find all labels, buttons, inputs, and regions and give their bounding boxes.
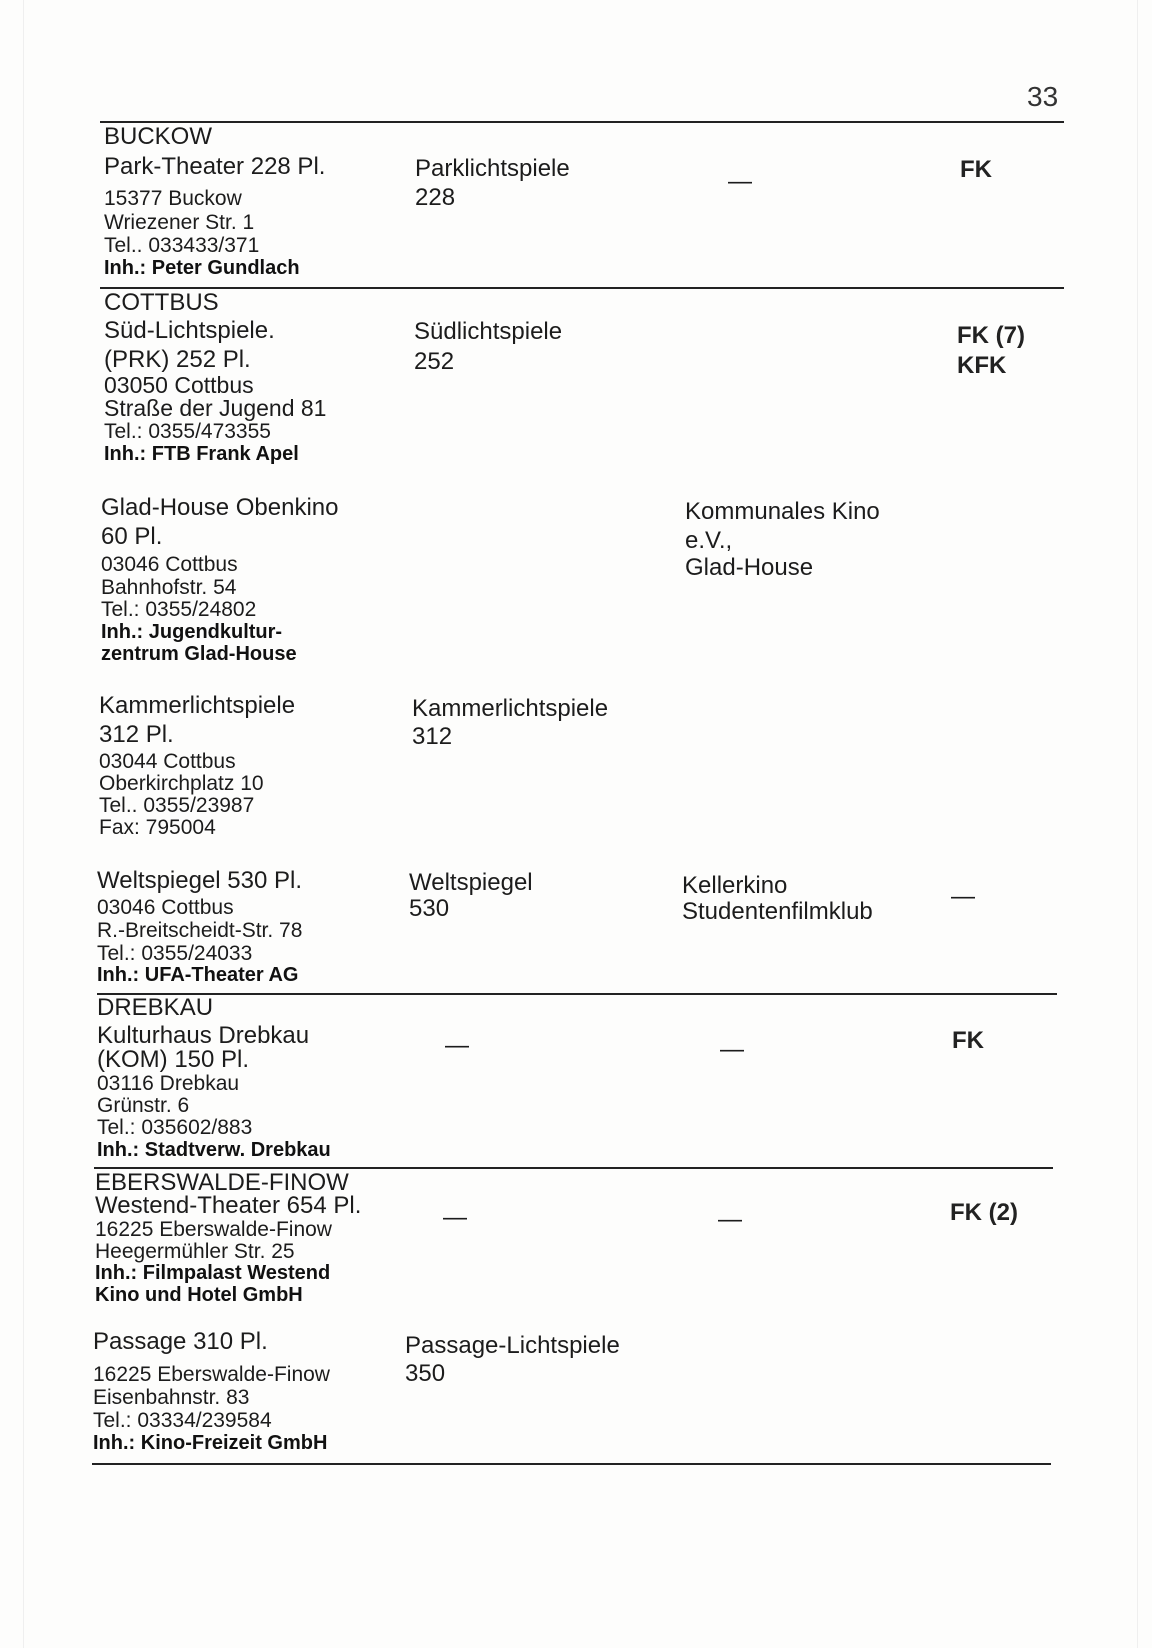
column-3-text: e.V., [685, 527, 733, 554]
owner-line: Inh.: UFA-Theater AG [97, 964, 299, 986]
owner-line: Inh.: Jugendkultur- [101, 621, 283, 643]
address-line: 03116 Drebkau [97, 1072, 240, 1095]
cinema-name: Park-Theater 228 Pl. [104, 153, 326, 180]
town-heading: DREBKAU [97, 994, 214, 1021]
address-line: Eisenbahnstr. 83 [93, 1386, 250, 1409]
column-3-text: Kommunales Kino [685, 498, 880, 525]
column-4-mark: FK [952, 1027, 984, 1054]
column-2-text: 228 [415, 184, 456, 211]
address-line: 03044 Cottbus [99, 750, 236, 773]
cinema-name: (PRK) 252 Pl. [104, 346, 251, 373]
cinema-name: Westend-Theater 654 Pl. [95, 1192, 362, 1219]
cinema-name: Kulturhaus Drebkau [97, 1022, 310, 1049]
cinema-name: Kammerlichtspiele [99, 692, 296, 719]
section-divider [92, 1463, 1051, 1465]
column-2-text: Passage-Lichtspiele [405, 1332, 620, 1359]
column-2-text: 312 [412, 723, 453, 750]
column-3-dash: — [728, 168, 752, 195]
scan-edge-left [23, 0, 24, 1648]
owner-line: zentrum Glad-House [101, 643, 297, 665]
address-line: Heegermühler Str. 25 [95, 1240, 295, 1263]
cinema-name: 60 Pl. [101, 523, 163, 550]
owner-line: Inh.: Stadtverw. Drebkau [97, 1139, 331, 1161]
section-divider [100, 287, 1064, 289]
column-4-dash: — [951, 883, 975, 910]
column-2-text: Südlichtspiele [414, 318, 563, 345]
phone-line: Tel.. 0355/23987 [99, 794, 255, 817]
page-number: 33 [1027, 81, 1059, 112]
cinema-name: Glad-House Obenkino [101, 494, 339, 521]
column-4-mark: KFK [957, 352, 1007, 379]
section-divider [97, 993, 1057, 995]
address-line: R.-Breitscheidt-Str. 78 [97, 919, 303, 942]
cinema-name: Süd-Lichtspiele. [104, 317, 275, 344]
cinema-name: Passage 310 Pl. [93, 1328, 268, 1355]
address-line: Wriezener Str. 1 [104, 211, 255, 234]
address-line: Grünstr. 6 [97, 1094, 190, 1117]
section-divider [100, 121, 1064, 123]
owner-line: Inh.: Kino-Freizeit GmbH [93, 1432, 328, 1454]
fax-line: Fax: 795004 [99, 816, 216, 839]
address-line: 03046 Cottbus [97, 896, 234, 919]
phone-line: Tel.. 033433/371 [104, 234, 260, 257]
address-line: Bahnhofstr. 54 [101, 576, 237, 599]
column-3-text: Kellerkino [682, 872, 788, 899]
column-4-mark: FK [960, 156, 992, 183]
owner-line: Kino und Hotel GmbH [95, 1284, 303, 1306]
column-4-mark: FK (7) [957, 322, 1025, 349]
cinema-name: 312 Pl. [99, 721, 174, 748]
scan-edge-right [1137, 0, 1138, 1648]
cinema-name: (KOM) 150 Pl. [97, 1046, 250, 1073]
phone-line: Tel.: 035602/883 [97, 1116, 253, 1139]
address-line: Oberkirchplatz 10 [99, 772, 264, 795]
phone-line: Tel.: 0355/24802 [101, 598, 257, 621]
address-line: 03050 Cottbus [104, 372, 254, 398]
column-2-text: Kammerlichtspiele [412, 695, 609, 722]
column-2-text: Parklichtspiele [415, 155, 570, 182]
column-2-text: 530 [409, 895, 450, 922]
address-line: 16225 Eberswalde-Finow [95, 1218, 332, 1241]
phone-line: Tel.: 03334/239584 [93, 1409, 272, 1432]
column-3-text: Studentenfilmklub [682, 898, 873, 925]
column-2-dash: — [443, 1204, 467, 1231]
town-heading: BUCKOW [104, 123, 212, 150]
owner-line: Inh.: FTB Frank Apel [104, 443, 299, 465]
owner-line: Inh.: Filmpalast Westend [95, 1262, 331, 1284]
column-2-text: 350 [405, 1360, 446, 1387]
address-line: 03046 Cottbus [101, 553, 238, 576]
cinema-name: Weltspiegel 530 Pl. [97, 867, 303, 894]
address-line: 16225 Eberswalde-Finow [93, 1363, 330, 1386]
column-2-text: Weltspiegel [409, 869, 533, 896]
column-3-text: Glad-House [685, 554, 814, 581]
town-heading: EBERSWALDE-FINOW [95, 1169, 349, 1196]
phone-line: Tel.: 0355/24033 [97, 942, 253, 965]
town-heading: COTTBUS [104, 289, 219, 316]
address-line: Straße der Jugend 81 [104, 395, 327, 421]
column-3-dash: — [718, 1206, 742, 1233]
column-2-text: 252 [414, 348, 455, 375]
column-3-dash: — [720, 1036, 744, 1063]
column-4-mark: FK (2) [950, 1199, 1018, 1226]
column-2-dash: — [445, 1032, 469, 1059]
owner-line: Inh.: Peter Gundlach [104, 257, 300, 279]
phone-line: Tel.: 0355/473355 [104, 420, 271, 443]
address-line: 15377 Buckow [104, 187, 242, 210]
